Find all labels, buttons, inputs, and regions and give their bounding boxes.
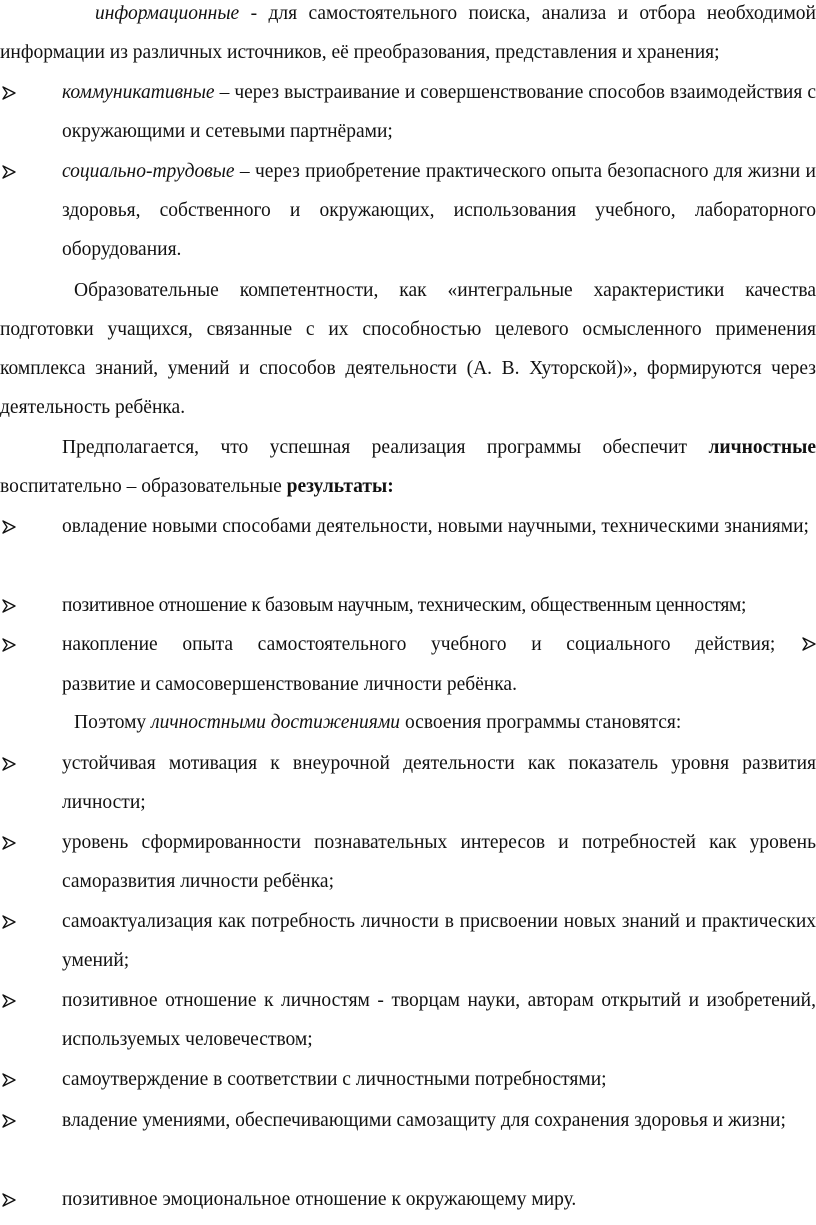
arrow-bullet-icon: [2, 152, 16, 191]
list-item: [0, 586, 816, 625]
paragraph-educational-competences: Образовательные компетентности, как «интегральные характеристики качества подготовки учащихся, связанные с их способностью целевого осмысленного применения комплекса знаний, умений и способов деятельности (А. В. Хуторской)», формируются через деятельность ребёнка.: [0, 280, 816, 418]
paragraph-text: Предполагается, что успешная реализация программы обеспечит: [62, 437, 709, 458]
list-item: [0, 625, 816, 704]
term-communicative: коммуникативные: [62, 82, 215, 103]
list-item: [0, 507, 816, 546]
list-item-text: уровень сформированности познавательных интересов и потребностей как уровень саморазвития личности ребёнка;: [62, 832, 816, 892]
list-item: [0, 1180, 816, 1219]
list-item-text: развитие и самосовершенствование личности ребёнка.: [62, 674, 517, 695]
term-personal-achievements: личностными достижениями: [151, 712, 401, 733]
paragraph-text: воспитательно – образовательные: [0, 476, 287, 497]
list-item: [0, 1101, 816, 1140]
arrow-bullet-icon: [2, 823, 16, 862]
list-item: [0, 744, 816, 822]
list-item-text: владение умениями, обеспечивающими самозащиту для сохранения здоровья и жизни;: [62, 1110, 786, 1131]
arrow-bullet-icon: [2, 586, 16, 625]
paragraph-expected-results: [0, 428, 816, 506]
arrow-bullet-icon: [2, 744, 16, 783]
list-item-text: позитивное отношение к базовым научным, техническим, общественным ценностям;: [62, 595, 747, 616]
list-item-text: накопление опыта самостоятельного учебного и социального действия;: [62, 634, 776, 655]
paragraph-text: - для самостоятельного поиска, анализа и отбора необходимой информации из различных источников, её преобразования, представления и хранения;: [0, 3, 816, 63]
list-item-text: устойчивая мотивация к внеурочной деятельности как показатель уровня развития личности;: [62, 753, 816, 813]
bold-results: результаты:: [286, 476, 394, 497]
list-item-text: самоутверждение в соответствии с личностными потребностями;: [62, 1069, 607, 1090]
list-item: [0, 1060, 816, 1099]
list-item: [0, 981, 816, 1059]
arrow-bullet-icon: [2, 625, 16, 664]
term-informational: информационные: [95, 3, 240, 24]
list-item-text: позитивное эмоциональное отношение к окружающему миру.: [62, 1189, 577, 1210]
list-item: [0, 902, 816, 980]
paragraph-text: освоения программы становятся:: [400, 712, 682, 733]
bold-personal: личностные: [708, 437, 816, 458]
term-social-labor: социально-трудовые: [62, 161, 235, 182]
arrow-bullet-icon: [2, 981, 16, 1020]
paragraph-text: Поэтому: [74, 712, 152, 733]
arrow-bullet-icon: [2, 1101, 16, 1140]
arrow-bullet-icon: [2, 1060, 16, 1099]
arrow-bullet-icon: [2, 73, 16, 112]
list-item-text: позитивное отношение к личностям - творцам науки, авторам открытий и изобретений, используемых человечеством;: [62, 990, 816, 1050]
arrow-bullet-icon: [2, 507, 16, 546]
arrow-bullet-icon: [2, 1180, 16, 1219]
arrow-bullet-icon: [802, 626, 816, 665]
list-item-text: овладение новыми способами деятельности, новыми научными, техническими знаниями;: [62, 516, 809, 537]
list-item-text: – через выстраивание и совершенствование способов взаимодействия с окружающими и сетевыми партнёрами;: [62, 82, 816, 142]
list-item: [0, 152, 816, 269]
list-item: [0, 823, 816, 901]
arrow-bullet-icon: [2, 902, 16, 941]
paragraph-personal-achievements: [0, 703, 816, 742]
list-item-text: самоактуализация как потребность личности в присвоении новых знаний и практических умений;: [62, 911, 816, 971]
list-item-text: – через приобретение практического опыта безопасного для жизни и здоровья, собственного и окружающих, использования учебного, лабораторного оборудования.: [62, 161, 816, 260]
list-item: [0, 73, 816, 151]
paragraph-information-competence: [0, 0, 816, 72]
